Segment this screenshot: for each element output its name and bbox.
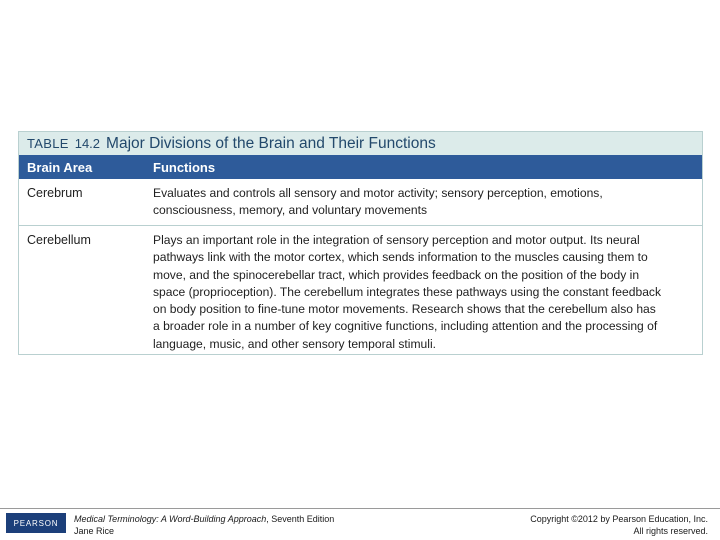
header-brain-area: Brain Area	[27, 160, 93, 175]
table-title-bar	[19, 132, 702, 155]
footer-book-info	[74, 513, 334, 537]
functions-cell	[153, 232, 695, 353]
rights-line: All rights reserved.	[633, 526, 708, 536]
functions-line: language, music, and other sensory temporal stimuli.	[153, 336, 436, 351]
book-edition: , Seventh Edition	[266, 514, 335, 524]
table-row-cerebrum	[19, 179, 702, 226]
functions-line: a broader role in a number of key cognitive functions, including attention and the processing of	[153, 319, 658, 334]
brain-area-cell: Cerebrum	[27, 186, 83, 200]
copyright-line: Copyright ©2012 by Pearson Education, Inc.	[530, 514, 708, 524]
brain-area-cell: Cerebellum	[27, 233, 91, 247]
table-row-cerebellum	[19, 226, 702, 354]
functions-cell	[153, 185, 695, 220]
footer-divider	[0, 508, 720, 509]
functions-line: space (proprioception). The cerebellum integrates these pathways using the constant feedback	[153, 284, 662, 299]
functions-line: consciousness, memory, and voluntary movements	[153, 203, 428, 218]
book-author: Jane Rice	[74, 526, 115, 536]
table-number: 14.2	[74, 136, 101, 151]
pearson-logo: PEARSON	[6, 513, 66, 533]
book-title: Medical Terminology: A Word-Building Approach	[74, 514, 267, 524]
functions-line: move, and the spinocerebellar tract, which provides feedback on the position of the body in	[153, 267, 640, 282]
functions-line: on body position to fine-tune motor movements. Research shows that the cerebellum also has	[153, 302, 656, 317]
table-header-row	[19, 155, 702, 179]
table-title: Major Divisions of the Brain and Their Functions	[106, 134, 436, 152]
functions-line: Plays an important role in the integration of sensory perception and motor output. Its neural	[153, 233, 640, 247]
functions-line: Evaluates and controls all sensory and motor activity; sensory perception, emotions,	[153, 186, 603, 200]
brain-divisions-table	[18, 131, 703, 355]
header-functions: Functions	[153, 160, 216, 175]
table-label: TABLE	[27, 136, 69, 151]
footer-copyright	[530, 513, 708, 537]
functions-line: pathways link with the motor cortex, which sends information to the muscles causing them to	[153, 250, 648, 265]
